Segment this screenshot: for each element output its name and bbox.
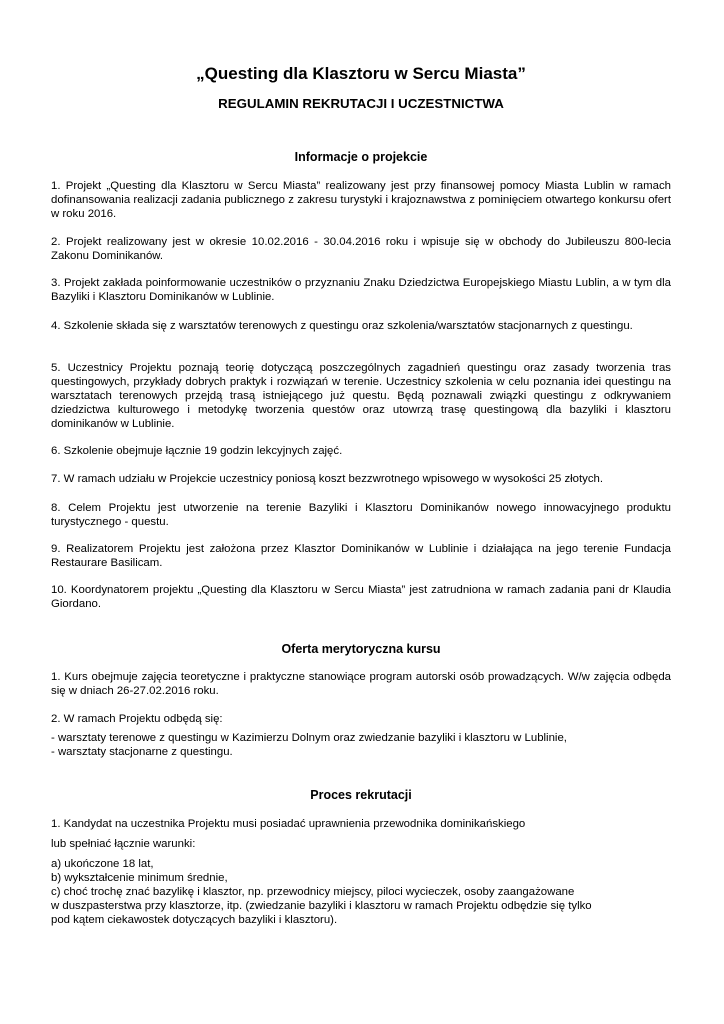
- list-item: c) choć trochę znać bazylikę i klasztor, np. przewodnicy miejscy, piloci wycieczek, osoby zaangażowane: [51, 885, 575, 898]
- info-item-3: 3. Projekt zakłada poinformowanie uczestników o przyznaniu Znaku Dziedzictwa Europejskiego Miastu Lublin, a w tym dla Bazyliki i Klasztoru Dominikanów w Lublinie.: [51, 277, 671, 303]
- info-item-8: 8. Celem Projektu jest utworzenie na terenie Bazyliki i Klasztoru Dominikanów nowego innowacyjnego produktu turystycznego - questu.: [51, 502, 671, 528]
- info-item-9: 9. Realizatorem Projektu jest założona przez Klasztor Dominikanów w Lublinie i działająca na jego terenie Fundacja Restaurare Basilicam.: [51, 543, 671, 569]
- list-item: b) wykształcenie minimum średnie,: [51, 871, 228, 884]
- recruitment-alt-intro: lub spełniać łącznie warunki:: [51, 838, 196, 850]
- list-item: - warsztaty terenowe z questingu w Kazimierzu Dolnym oraz zwiedzanie bazyliki i klasztoru w Lublinie,: [51, 732, 567, 744]
- info-item-10: 10. Koordynatorem projektu „Questing dla Klasztoru w Sercu Miasta” jest zatrudniona w ramach zadania pani dr Klaudia Giordano.: [51, 584, 671, 610]
- info-item-1: 1. Projekt „Questing dla Klasztoru w Sercu Miasta” realizowany jest przy finansowej pomocy Miasta Lublin w ramach dofinansowania realizacji zadania publicznego z zakresu turystyki i krajoznawstwa z pominięciem otwartego konkursu ofert w roku 2016.: [51, 180, 671, 220]
- info-item-5: 5. Uczestnicy Projektu poznają teorię dotyczącą poszczególnych zagadnień questingu oraz zasady tworzenia tras questingowych, przykłady dobrych praktyk i rozwiązań w terenie. Uczestnicy szkolenia w celu poznania idei questingu na warsztatach terenowych przejdą trasą istniejącego już questu. Będą poznawali związki questingu z odkrywaniem dziedzictwa kulturowego i metodykę tworzenia questów oraz utowrzą trasę questingową dla bazyliki i klasztoru dominikanów w Lublinie.: [51, 362, 671, 430]
- offer-item-2-intro: 2. W ramach Projektu odbędą się:: [51, 713, 223, 725]
- info-item-6: 6. Szkolenie obejmuje łącznie 19 godzin lekcyjnych zajęć.: [51, 445, 343, 457]
- section-heading-recruitment: Proces rekrutacji: [310, 788, 412, 802]
- recruitment-item-1: 1. Kandydat na uczestnika Projektu musi posiadać uprawnienia przewodnika dominikańskiego: [51, 818, 526, 830]
- section-heading-info: Informacje o projekcie: [294, 150, 428, 164]
- recruitment-conditions: [51, 858, 671, 928]
- offer-item-2-list: [51, 732, 671, 760]
- info-item-4: 4. Szkolenie składa się z warsztatów terenowych z questingu oraz szkolenia/warsztatów stacjonarnych z questingu.: [51, 320, 633, 332]
- list-item: - warsztaty stacjonarne z questingu.: [51, 745, 233, 758]
- list-item: pod kątem ciekawostek dotyczących bazyliki i klasztoru).: [51, 913, 338, 926]
- list-item: a) ukończone 18 lat,: [51, 858, 154, 870]
- info-item-2: 2. Projekt realizowany jest w okresie 10.02.2016 - 30.04.2016 roku i wpisuje się w obchody do Jubileuszu 800-lecia Zakonu Dominikanów.: [51, 236, 671, 262]
- section-heading-offer: Oferta merytoryczna kursu: [281, 642, 441, 656]
- offer-item-1: 1. Kurs obejmuje zajęcia teoretyczne i praktyczne stanowiące program autorski osób prowadzących. W/w zajęcia odbęda się w dniach 26-27.02.2016 roku.: [51, 671, 671, 697]
- document-subtitle: REGULAMIN REKRUTACJI I UCZESTNICTWA: [218, 96, 504, 111]
- document-title: „Questing dla Klasztoru w Sercu Miasta”: [196, 64, 526, 83]
- info-item-7: 7. W ramach udziału w Projekcie uczestnicy poniosą koszt bezzwrotnego wpisowego w wysokości 25 złotych.: [51, 473, 604, 485]
- list-item: w duszpasterstwa przy klasztorze, itp. (zwiedzanie bazyliki i klasztoru w ramach Projektu odbędzie się tylko: [51, 899, 592, 912]
